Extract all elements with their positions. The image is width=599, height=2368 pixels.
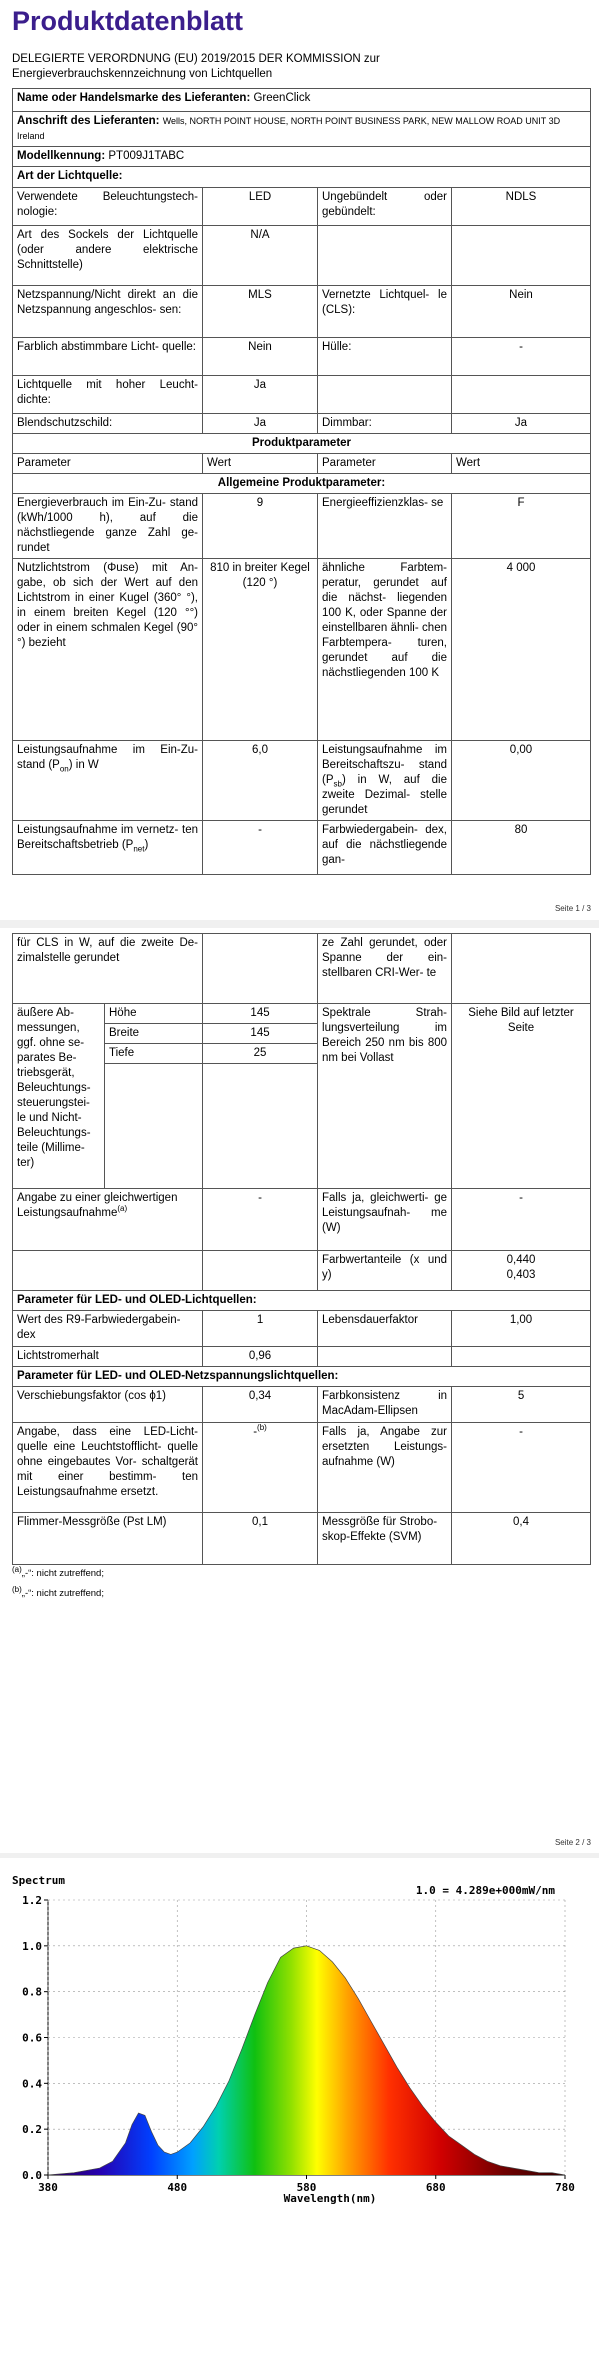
chroma-x: 0,440 [506, 1254, 536, 1266]
y-tick-label: 0.0 [22, 2169, 42, 2182]
spectral-value: Siehe Bild auf letzter Seite [452, 1004, 591, 1189]
y-tick-label: 1.0 [22, 1939, 42, 1953]
replace-label: Angabe, dass eine LED-Licht- quelle eine Leuchtstofflicht- quelle ohne eingebautes Vor- schaltgerät mit einer bestimm- ten Leistungsaufnahme ersetzt. [13, 1423, 203, 1513]
maint-label: Lichtstromerhalt [13, 1347, 203, 1367]
pon-value: 6,0 [203, 741, 318, 821]
equiv-label: Angabe zu einer gleichwertigen Leistungsaufnahme$^{(a)}$ [13, 1189, 203, 1251]
survival-value: 1,00 [452, 1311, 591, 1347]
model-value: PT009J1TABC [108, 150, 185, 162]
y-tick-label: 0.2 [22, 2123, 42, 2137]
datasheet-table-2 [12, 933, 591, 1565]
model-label: Modellkennung: [17, 150, 106, 162]
spectrum-area [48, 1946, 565, 2175]
footnote-b: $^{(b)}$„-“: nicht zutreffend; [12, 1584, 104, 1599]
consist-value: 5 [452, 1387, 591, 1423]
equiv-value: - [203, 1189, 318, 1251]
product-params-heading: Produktparameter [13, 434, 591, 454]
colour-value: Nein [203, 338, 318, 376]
address-label: Anschrift des Lieferanten: [17, 115, 160, 127]
spectrum-chart [10, 1870, 588, 2210]
x-tick-label: 780 [555, 2181, 575, 2194]
mains-value: MLS [203, 286, 318, 338]
survival-label: Lebensdauerfaktor [318, 1311, 452, 1347]
regulation-text [12, 52, 587, 82]
envelope-label: Hülle: [318, 338, 452, 376]
pnet-label-cont: für CLS in W, auf die zweite De- zimalstelle gerundet [13, 934, 203, 1004]
svm-label: Messgröße für Strobo- skop-Effekte (SVM) [318, 1513, 452, 1565]
flux-label: Nutzlichtstrom (Φuse) mit An- gabe, ob sich der Wert auf den Lichtstrom in einer Kugel (360° °), in einem breiten Kegel (120 °°) oder in einem schmalen Kegel (90° °) bezieht [13, 559, 203, 741]
regulation-line-2: Energieverbrauchskennzeichnung von Lichtquellen [12, 68, 273, 80]
y-tick-label: 0.8 [22, 1985, 42, 1999]
y-tick-label: 0.6 [22, 2031, 42, 2045]
flicker-label: Flimmer-Messgröße (Pst LM) [13, 1513, 203, 1565]
equiv-yes-value: - [452, 1189, 591, 1251]
r9-value: 1 [203, 1311, 318, 1347]
svm-value: 0,4 [452, 1513, 591, 1565]
brand-label: Name oder Handelsmarke des Lieferanten: [17, 92, 251, 104]
width-value: 145 [203, 1024, 318, 1044]
replace-value: -$^{(b)}$ [203, 1423, 318, 1513]
y-tick-label: 1.2 [22, 1894, 42, 1907]
colour-label: Farblich abstimmbare Licht- quelle: [13, 338, 203, 376]
page-2 [0, 928, 599, 1853]
pf-value: 0,34 [203, 1387, 318, 1423]
col-param-1: Parameter [13, 454, 203, 474]
energy-cons-value: 9 [203, 494, 318, 559]
depth-value: 25 [203, 1044, 318, 1064]
x-axis-label: Wavelength(nm) [283, 2192, 377, 2205]
connected-label: Vernetzte Lichtquel- le (CLS): [318, 286, 452, 338]
y-tick-label: 0.4 [22, 2077, 42, 2091]
tech-label: Verwendete Beleuchtungstech- nologie: [13, 188, 203, 226]
depth-label: Tiefe [105, 1044, 203, 1064]
flux-value: 810 in breiter Kegel (120 °) [203, 559, 318, 741]
col-value-2: Wert [452, 454, 591, 474]
brand-value: GreenClick [253, 92, 311, 104]
dims-label: äußere Ab- messungen, ggf. ohne se- parates Be- triebsgerät, Beleuchtungs- steuerungstei- le und Nicht- Beleuchtungs- teile (Millime- ter) [13, 1004, 105, 1189]
type-heading: Art der Lichtquelle: [13, 167, 591, 188]
cct-label: ähnliche Farbtem- peratur, gerundet auf die nächst- liegenden 100 K, oder Spanne der einstellbaren ähnli- chen Farbtempera- turen, gerundet auf die nächstliegenden 100 K [318, 559, 452, 741]
col-value-1: Wert [203, 454, 318, 474]
dimmable-value: Ja [452, 414, 591, 434]
page-title: Produktdatenblatt [12, 6, 244, 36]
bundled-label: Ungebündelt oder gebündelt: [318, 188, 452, 226]
pon-label: Leistungsaufnahme im Ein-Zu- stand $(P_{on})$ in W [13, 741, 203, 821]
pnet-label: Leistungsaufnahme im vernetz- ten Bereitschaftsbetrieb $(P_{net})$ [13, 821, 203, 875]
mains-label: Netzspannung/Nicht direkt an die Netzspannung angeschlos- sen: [13, 286, 203, 338]
glare-label: Blendschutzschild: [13, 414, 203, 434]
r9-label: Wert des R9-Farbwiedergabein- dex [13, 1311, 203, 1347]
x-tick-label: 580 [296, 2181, 317, 2194]
height-label: Höhe [105, 1004, 203, 1024]
chart-annotation: 1.0 = 4.289e+000mW/nm [415, 1884, 555, 1897]
energy-class-value: F [452, 494, 591, 559]
footnote-a: $^{(a)}$„-“: nicht zutreffend; [12, 1564, 104, 1579]
highlum-label: Lichtquelle mit hoher Leucht- dichte: [13, 376, 203, 414]
tech-value: LED [203, 188, 318, 226]
cap-label: Art des Sockels der Lichtquelle (oder andere elektrische Schnittstelle) [13, 226, 203, 286]
cri-label-cont: ze Zahl gerundet, oder Spanne der ein- stellbaren CRI-Wer- te [318, 934, 452, 1004]
page-number-2: Seite 2 / 3 [554, 1838, 591, 1847]
energy-cons-label: Energieverbrauch im Ein-Zu- stand (kWh/1000 h), auf die nächstliegende ganze Zahl ge- rundet [13, 494, 203, 559]
pnet-value: - [203, 821, 318, 875]
chart-title: Spectrum [12, 1874, 65, 1887]
cri-label: Farbwiedergabein- dex, auf die nächstliegende gan- [318, 821, 452, 875]
x-tick-label: 480 [167, 2181, 188, 2194]
replace-yes-value: - [452, 1423, 591, 1513]
flicker-value: 0,1 [203, 1513, 318, 1565]
replace-yes-label: Falls ja, Angabe zur ersetzten Leistungs- aufnahme (W) [318, 1423, 452, 1513]
page-3 [0, 1858, 599, 2368]
width-label: Breite [105, 1024, 203, 1044]
height-value: 145 [203, 1004, 318, 1024]
energy-class-label: Energieeffizienzklas- se [318, 494, 452, 559]
equiv-yes-label: Falls ja, gleichwerti- ge Leistungsaufnah- me (W) [318, 1189, 452, 1251]
x-tick-label: 380 [38, 2181, 58, 2194]
psb-label: Leistungsaufnahme im Bereitschaftszu- stand $(P_{sb})$ in W, auf die zweite Dezimal- stelle gerundet [318, 741, 452, 821]
connected-value: Nein [452, 286, 591, 338]
led-heading: Parameter für LED- und OLED-Lichtquellen: [13, 1291, 591, 1311]
maint-value: 0,96 [203, 1347, 318, 1367]
cct-value: 4 000 [452, 559, 591, 741]
chroma-value [452, 1251, 591, 1291]
spectral-label: Spektrale Strah- lungsverteilung im Bereich 250 nm bis 800 nm bei Vollast [318, 1004, 452, 1189]
general-heading: Allgemeine Produktparameter: [13, 474, 591, 494]
x-tick-label: 680 [425, 2181, 446, 2194]
glare-value: Ja [203, 414, 318, 434]
datasheet-table-1 [12, 88, 591, 875]
col-param-2: Parameter [318, 454, 452, 474]
cap-value: N/A [203, 226, 318, 286]
bundled-value: NDLS [452, 188, 591, 226]
psb-value: 0,00 [452, 741, 591, 821]
chroma-y: 0,403 [506, 1269, 536, 1281]
dimmable-label: Dimmbar: [318, 414, 452, 434]
page-number-1: Seite 1 / 3 [554, 904, 591, 913]
address-value: Wells, NORTH POINT HOUSE, NORTH POINT BUSINESS PARK, NEW MALLOW ROAD UNIT 3D Ireland [17, 116, 561, 141]
chroma-label: Farbwertanteile (x und y) [318, 1251, 452, 1291]
cri-value: 80 [452, 821, 591, 875]
mains-heading: Parameter für LED- und OLED-Netzspannungslichtquellen: [13, 1367, 591, 1387]
envelope-value: - [452, 338, 591, 376]
page-1 [0, 0, 599, 920]
pf-label: Verschiebungsfaktor (cos ϕ1) [13, 1387, 203, 1423]
consist-label: Farbkonsistenz in MacAdam-Ellipsen [318, 1387, 452, 1423]
highlum-value: Ja [203, 376, 318, 414]
regulation-line-1: DELEGIERTE VERORDNUNG (EU) 2019/2015 DER KOMMISSION zur [12, 53, 380, 65]
